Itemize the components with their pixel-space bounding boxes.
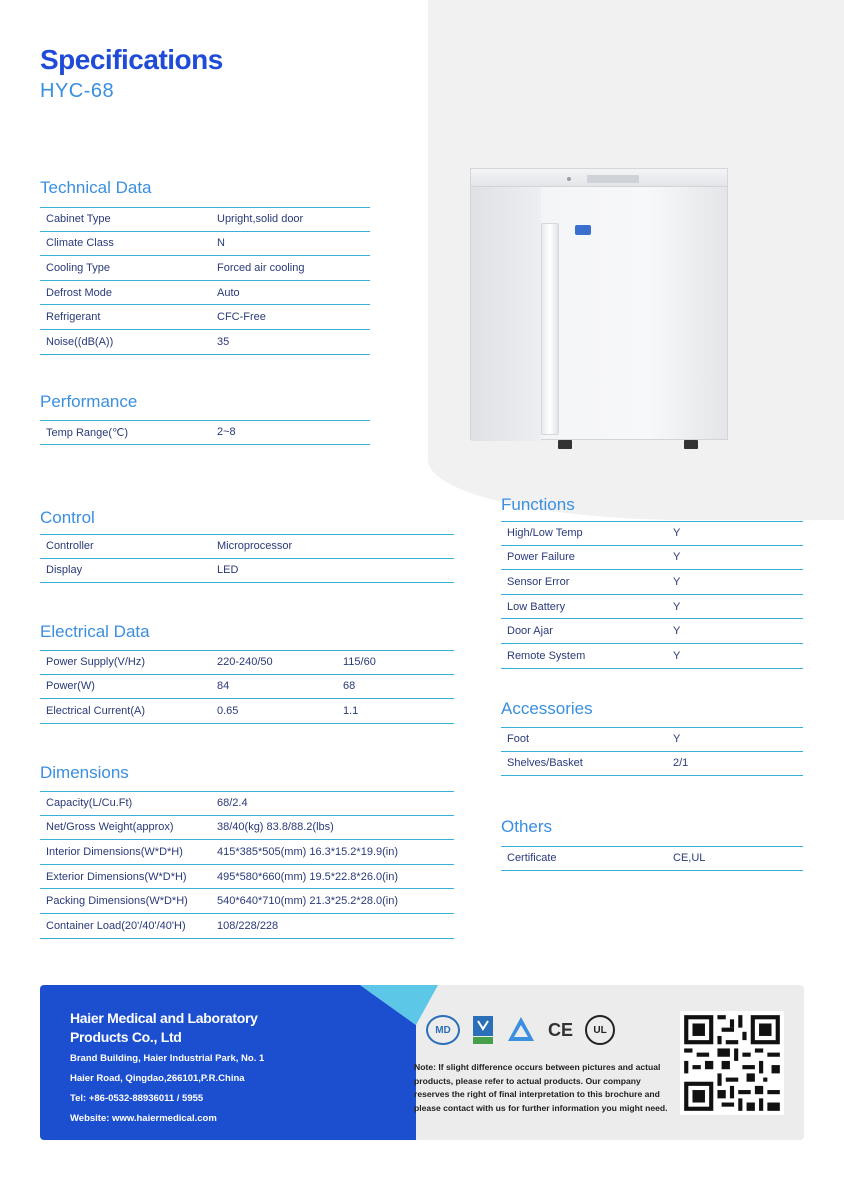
spec-value: 0.65: [217, 704, 239, 717]
spec-label: Temp Range(℃): [46, 426, 129, 439]
spec-value: 2/1: [673, 757, 689, 770]
table-row: [40, 559, 454, 584]
table-row: [40, 650, 454, 675]
spec-value: Microprocessor: [217, 540, 293, 553]
spec-value: 84: [217, 680, 230, 693]
table-row: [40, 816, 454, 841]
ce-mark-icon: CE: [548, 1019, 574, 1040]
disclaimer-note: Note: If slight difference occurs between pictures and actual products, please refer to actual products. Our company reserves the right of final interpretation to this brochure and please contact with us for further information you might need.: [414, 1062, 668, 1113]
spec-label: Display: [46, 564, 83, 577]
performance-table: [40, 420, 370, 445]
table-row: [40, 914, 454, 939]
table-row: [501, 595, 803, 620]
spec-label: Net/Gross Weight(approx): [46, 821, 174, 834]
spec-label: High/Low Temp: [507, 527, 583, 540]
triangle-certification-icon: [506, 1015, 536, 1045]
spec-label: Power Supply(V/Hz): [46, 656, 146, 669]
brand-logo-icon: [575, 225, 591, 235]
md-certification-icon: MD: [426, 1015, 460, 1045]
spec-value: 35: [217, 335, 230, 348]
fridge-door: [470, 186, 728, 440]
spec-label: Shelves/Basket: [507, 757, 583, 770]
accessories-table: [501, 727, 803, 776]
spec-value: N: [217, 237, 225, 250]
company-name-line1: Haier Medical and Laboratory: [70, 1010, 258, 1026]
fridge-top-panel: [470, 168, 728, 188]
table-row: [40, 420, 370, 445]
spec-value: Y: [673, 625, 681, 638]
spec-label: Sensor Error: [507, 575, 570, 588]
spec-value-alt: 68: [343, 680, 356, 693]
spec-value: Y: [673, 527, 681, 540]
spec-value: 38/40(kg) 83.8/88.2(lbs): [217, 821, 334, 834]
table-row: [40, 232, 370, 257]
spec-value: 220-240/50: [217, 656, 273, 669]
spec-value: Forced air cooling: [217, 261, 305, 274]
table-row: [501, 644, 803, 669]
spec-label: Climate Class: [46, 237, 114, 250]
spec-value: CE,UL: [673, 852, 706, 865]
spec-label: Certificate: [507, 852, 557, 865]
spec-label: Power Failure: [507, 551, 575, 564]
spec-label: Container Load(20'/40'/40'H): [46, 919, 186, 932]
company-contact: [70, 1049, 264, 1129]
led-display: [587, 175, 639, 183]
table-row: [40, 865, 454, 890]
spec-value: 495*580*660(mm) 19.5*22.8*26.0(in): [217, 870, 399, 883]
table-row: [40, 207, 370, 232]
spec-label: Exterior Dimensions(W*D*H): [46, 870, 187, 883]
fridge-foot: [684, 440, 698, 449]
others-title: Others: [501, 817, 553, 836]
spec-value: Y: [673, 733, 681, 746]
address-line1: Brand Building, Haier Industrial Park, No. 1: [70, 1053, 265, 1064]
footer: [40, 985, 804, 1140]
spec-label: Capacity(L/Cu.Ft): [46, 797, 133, 810]
spec-value-alt: 115/60: [343, 656, 376, 669]
spec-label: Electrical Current(A): [46, 704, 146, 717]
table-row: [40, 330, 370, 355]
technical-data-title: Technical Data: [40, 178, 152, 197]
functions-table: [501, 521, 803, 669]
spec-value: Y: [673, 649, 681, 662]
spec-label: Controller: [46, 540, 94, 553]
spec-value: CFC-Free: [217, 311, 266, 324]
spec-label: Low Battery: [507, 600, 566, 613]
table-row: [40, 256, 370, 281]
spec-value: Upright,solid door: [217, 213, 304, 226]
spec-value: 108/228/228: [217, 919, 279, 932]
table-row: [40, 791, 454, 816]
telephone: Tel: +86-0532-88936011 / 5955: [70, 1093, 204, 1104]
table-row: [40, 305, 370, 330]
spec-value: Y: [673, 600, 681, 613]
table-row: [501, 846, 803, 871]
ul-mark-icon: UL: [585, 1015, 615, 1045]
spec-label: Packing Dimensions(W*D*H): [46, 895, 188, 908]
spec-value: Y: [673, 551, 681, 564]
electrical-table: [40, 650, 454, 724]
table-row: [501, 752, 803, 777]
spec-value: Auto: [217, 286, 240, 299]
spec-label: Cabinet Type: [46, 213, 111, 226]
table-row: [501, 546, 803, 571]
table-row: [501, 727, 803, 752]
company-name: [70, 1009, 258, 1047]
table-row: [40, 534, 454, 559]
spec-label: Door Ajar: [507, 625, 553, 638]
model-number: HYC-68: [40, 80, 115, 102]
spec-value: Y: [673, 575, 681, 588]
spec-value: 540*640*710(mm) 21.3*25.2*28.0(in): [217, 895, 399, 908]
product-image: [470, 168, 728, 450]
spec-label: Defrost Mode: [46, 286, 113, 299]
dimensions-title: Dimensions: [40, 763, 129, 782]
spec-label: Interior Dimensions(W*D*H): [46, 845, 183, 858]
fridge-side-panel: [471, 187, 541, 441]
control-table: [40, 534, 454, 583]
table-row: [501, 570, 803, 595]
shield-certification-icon: [472, 1015, 494, 1045]
company-name-line2: Products Co., Ltd: [70, 1029, 182, 1045]
performance-title: Performance: [40, 392, 138, 411]
table-row: [40, 889, 454, 914]
table-row: [40, 675, 454, 700]
spec-value: 68/2.4: [217, 797, 248, 810]
spec-label: Power(W): [46, 680, 95, 693]
qr-code-icon[interactable]: [680, 1011, 784, 1115]
technical-data-table: [40, 207, 370, 355]
website-link[interactable]: Website: www.haiermedical.com: [70, 1113, 217, 1124]
spec-label: Remote System: [507, 649, 586, 662]
spec-value: 415*385*505(mm) 16.3*15.2*19.9(in): [217, 845, 399, 858]
spec-label: Noise((dB(A)): [46, 335, 114, 348]
certification-icons: [426, 1015, 615, 1045]
spec-label: Cooling Type: [46, 261, 111, 274]
table-row: [40, 699, 454, 724]
spec-value: LED: [217, 564, 239, 577]
accessories-title: Accessories: [501, 699, 593, 718]
table-row: [40, 840, 454, 865]
spec-value: 2~8: [217, 426, 236, 439]
spec-label: Refrigerant: [46, 311, 101, 324]
functions-title: Functions: [501, 495, 575, 514]
table-row: [501, 521, 803, 546]
table-row: [501, 619, 803, 644]
spec-value-alt: 1.1: [343, 704, 359, 717]
control-title: Control: [40, 508, 95, 527]
page-title: Specifications: [40, 44, 223, 75]
electrical-title: Electrical Data: [40, 622, 150, 641]
indicator-dot: [567, 177, 571, 181]
table-row: [40, 281, 370, 306]
others-table: [501, 846, 803, 871]
spec-label: Foot: [507, 733, 530, 746]
dimensions-table: [40, 791, 454, 939]
fridge-foot: [558, 440, 572, 449]
door-handle: [541, 223, 559, 435]
address-line2: Haier Road, Qingdao,266101,P.R.China: [70, 1073, 245, 1084]
